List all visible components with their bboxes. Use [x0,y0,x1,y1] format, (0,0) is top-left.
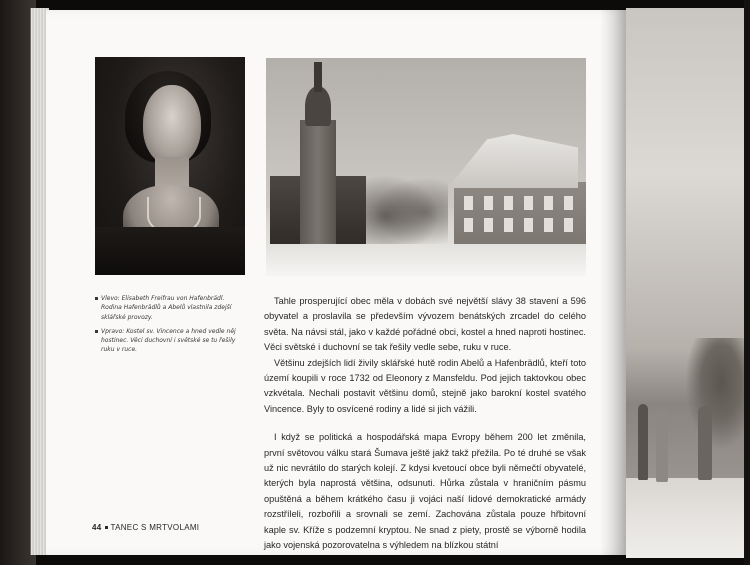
paragraph-gap [264,417,586,430]
page-number: 44 [92,523,102,532]
portrait-face [143,85,201,165]
caption-bullet [95,297,98,300]
paragraph: Tahle prosperující obec měla v dobách své největší slávy 38 stavení a 596 obyvatel a proslavila se především vývozem benátských zrcadel do celého světa. Na návsi stál, jako v každé pořádné obci, kostel a hned naproti hostinec. Věci světské i duchovní se tak řešily vedle sebe, ruku v ruce. [264,296,586,353]
photo-captions [95,294,245,360]
inn-windows [464,218,576,232]
article-body [264,294,586,554]
next-page-photo [626,8,744,558]
snow-field [626,478,744,558]
paragraph: Většinu zdejších lidí živily sklářské hutě rodin Abelů a Hafenbrädlů, kteří toto území koupili v roce 1732 od Eleonory z Mansfeldu. Pod jejich taktovkou obec vzkvétala. Nechali postavit většinu domů, stejně jako barokní kostel svatého Vincence. Byly to osvícené rodiny a lidé si jich vážili. [264,357,586,414]
caption-left-photo [95,294,245,322]
person-figure [656,408,668,482]
church-and-inn-photo [266,58,586,276]
person-figure [638,404,648,480]
portrait-dress [95,227,245,275]
caption-right-photo [95,327,245,355]
portrait-photo [95,57,245,275]
church-spire [305,86,331,126]
person-figure [698,406,712,480]
running-title: TANEC S MRTVOLAMI [110,523,200,532]
church-spire-tip [314,62,322,92]
caption-bullet [95,330,98,333]
church-tower [300,120,336,250]
tree-shape [686,338,744,448]
inn-windows [464,196,576,210]
bare-trees [358,168,448,248]
footer-separator-dot [105,526,108,529]
caption-text: Vpravo: Kostel sv. Vincence a hned vedle něj hostinec. Věci duchovní i světské se tu řešily ruku v ruce. [101,327,236,354]
snowy-ground [266,244,586,276]
caption-text: Vlevo: Elisabeth Freifrau von Hafenbrädl. Rodina Hafenbrädlů a Abelů vlastnila zdejší sklářské provozy. [101,295,232,321]
page-footer [92,523,199,532]
paragraph: I když se politická a hospodářská mapa Evropy během 200 let změnila, první světovou válku stará Šumava ještě jakž takž přežila. Po té druhé se však už nic nevrátilo do starých kolejí. Z kdysi kvetoucí obce byli němečtí obyvatelé, kterých byla naprostá většina, odsunuti. Hůrka zůstala v hraničním pásmu opuštěná a během krátkého času ji vojáci naší lidové demokratické armády rozstříleli, rozbořili a srovnali se zemí. Zachována zůstala pouze hřbitovní kaple sv. Kříže s podzemní kryptou. Ne snad z piety, prostě se výborně hodila jako vojenská pozorovatelna s výhledem na blízkou státní [264,432,586,551]
book-cover-edge-right [744,0,750,565]
